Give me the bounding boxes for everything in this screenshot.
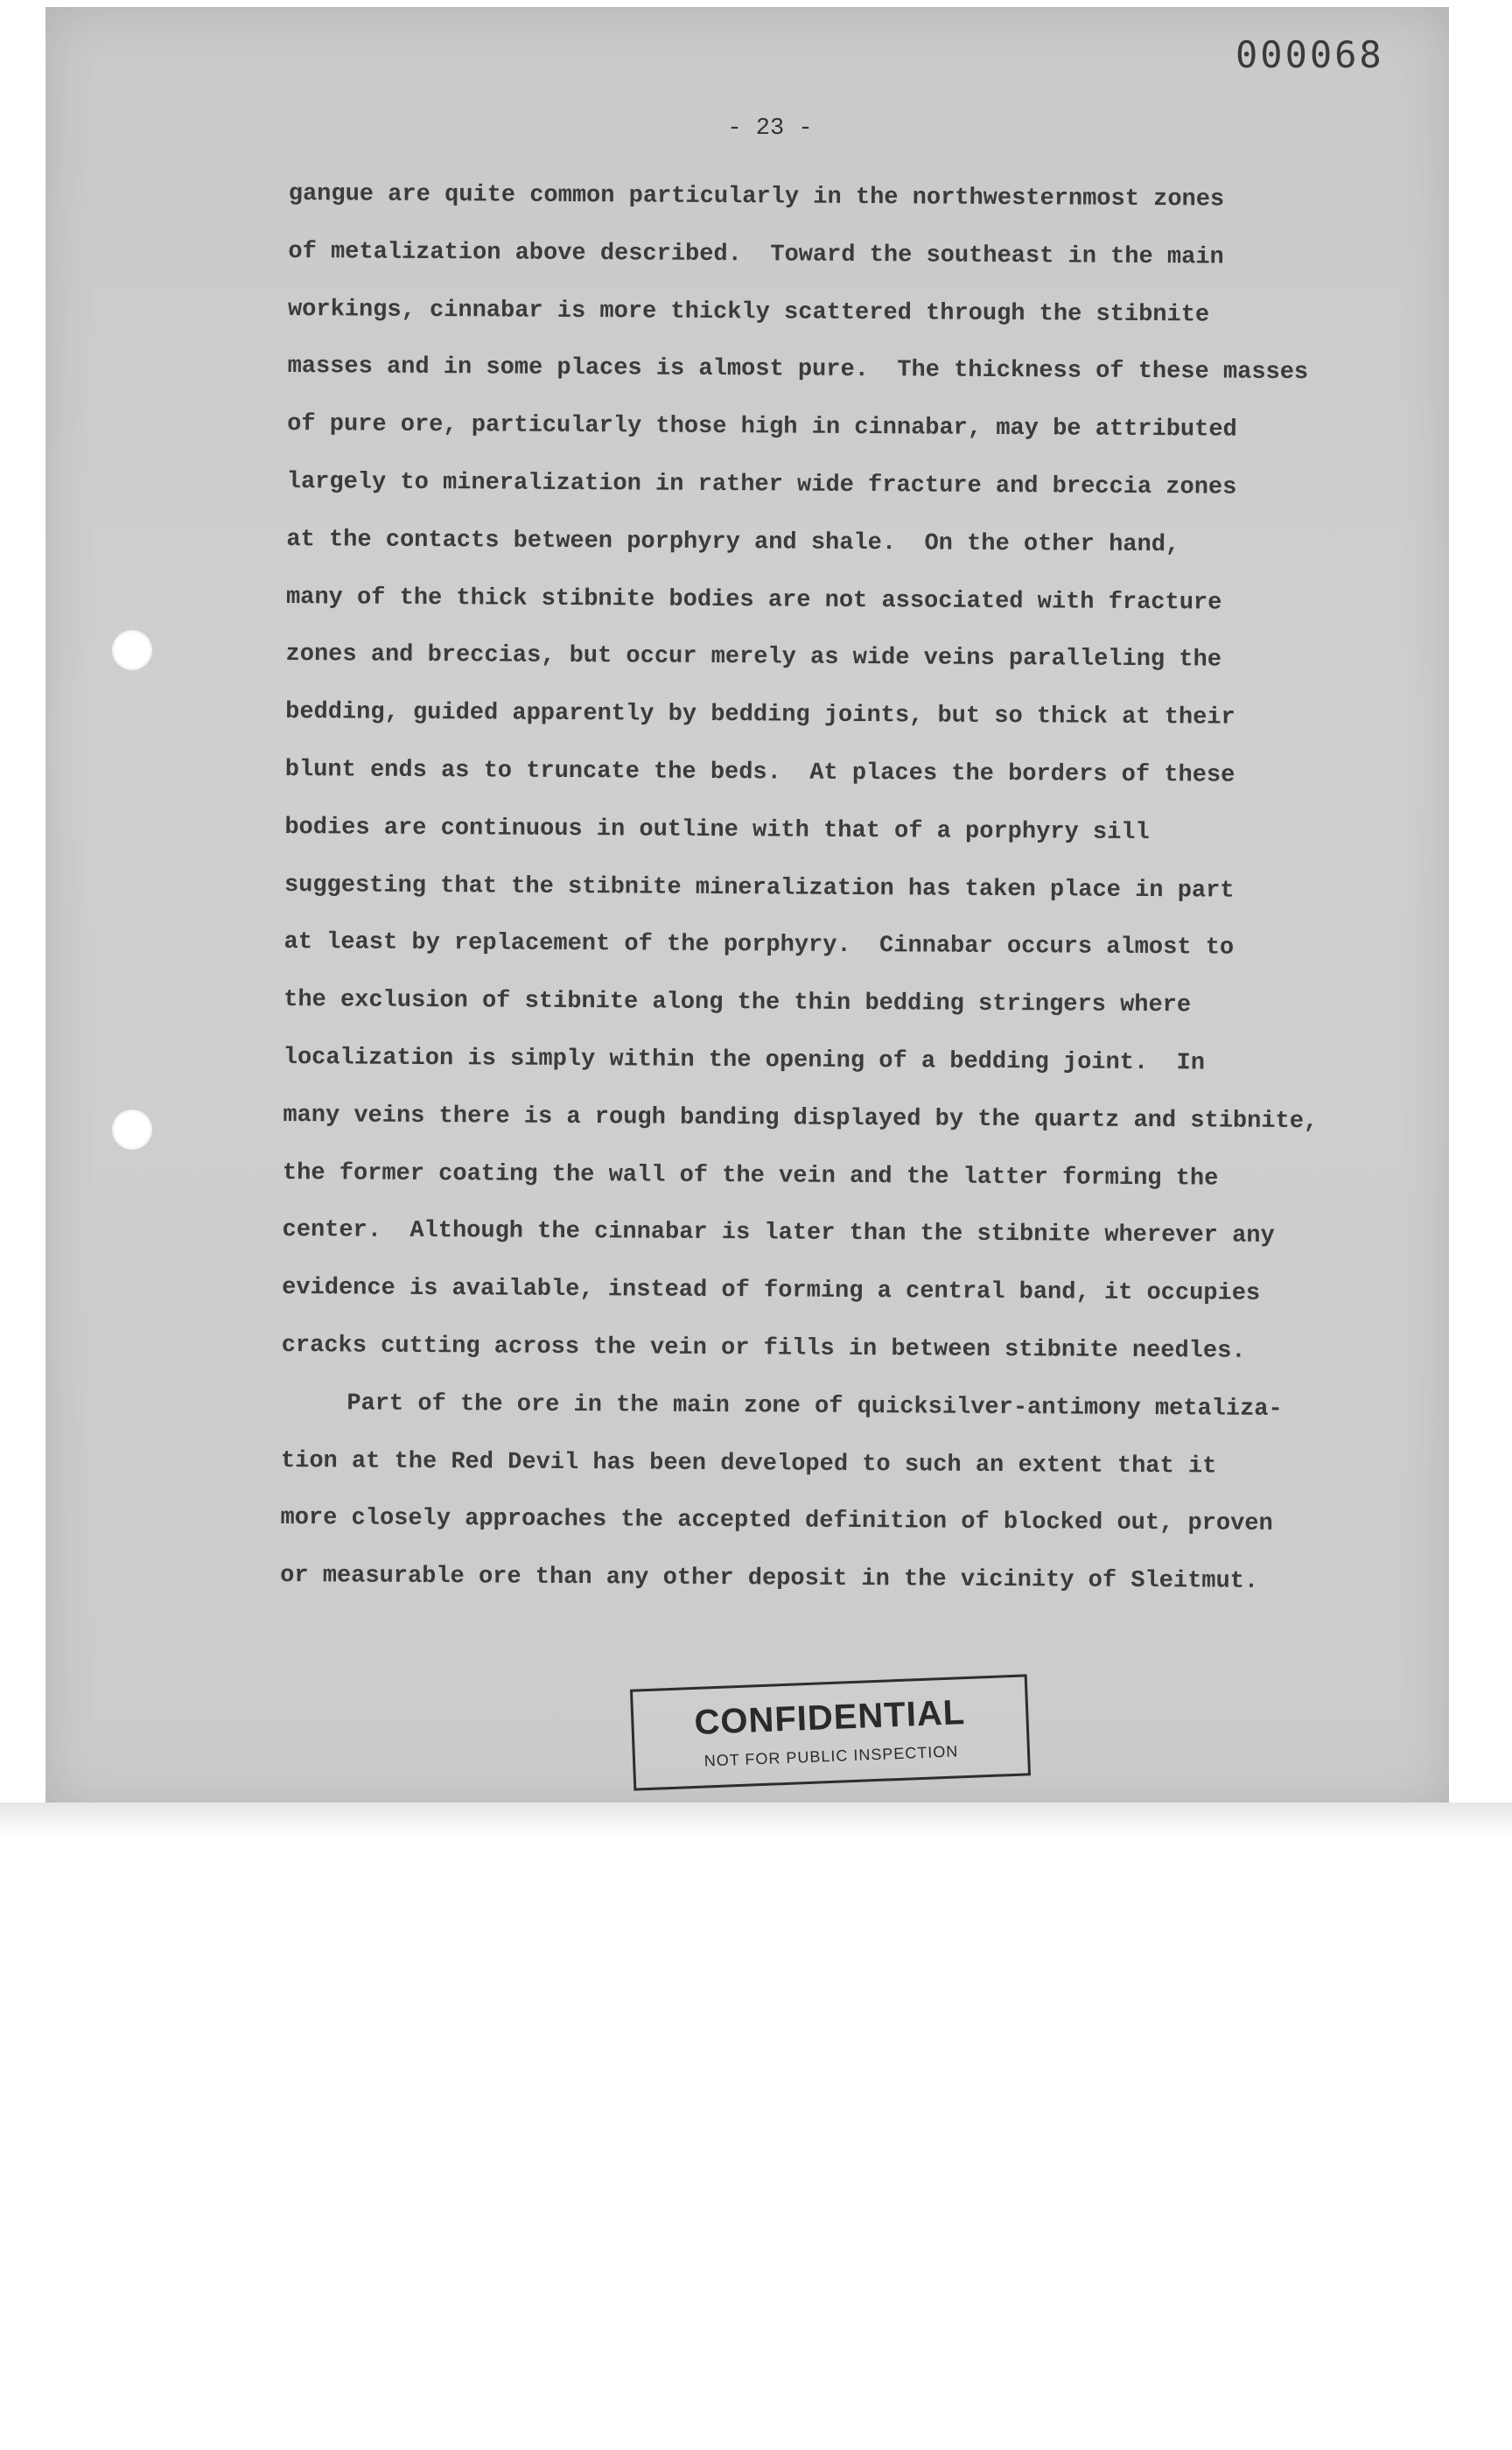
text-line: workings, cinnabar is more thickly scattered through the stibnite [287,296,1210,329]
text-line: gangue are quite common particularly in the northwesternmost zones [288,180,1225,214]
text-line: or measurable ore than any other deposit in the vicinity of Sleitmut. [280,1563,1259,1595]
page-number: - 23 - [727,116,813,142]
text-line: blunt ends as to truncate the beds. At places the borders of these [284,756,1236,789]
text-line: zones and breccias, but occur merely as wide veins paralleling the [285,641,1222,674]
text-line: bedding, guided apparently by bedding joints, but so thick at their [285,699,1236,732]
text-line: evidence is available, instead of forming a central band, it occupies [282,1275,1261,1307]
stamp-subtitle: NOT FOR PUBLIC INSPECTION [704,1742,959,1770]
body-text [280,166,1426,1613]
text-line: cracks cutting across the vein or fills in between stibnite needles. [281,1332,1246,1365]
text-line: many veins there is a rough banding displayed by the quartz and stibnite, [283,1102,1319,1135]
text-line: masses and in some places is almost pure. The thickness of these masses [287,354,1309,387]
text-line: Part of the ore in the main zone of quicksilver-antimony metaliza- [346,1390,1283,1423]
text-line: the former coating the wall of the vein and the latter forming the [282,1159,1219,1193]
text-line: at the contacts between porphyry and shale. On the other hand, [286,526,1180,559]
page-bottom-edge [0,1802,1512,1838]
text-line: suggesting that the stibnite mineralization has taken place in part [284,872,1235,905]
document-number: 000068 [1236,33,1384,76]
punch-hole [112,630,152,670]
text-line: more closely approaches the accepted definition of blocked out, proven [280,1505,1273,1538]
punch-hole [112,1110,152,1150]
text-line: many of the thick stibnite bodies are not associated with fracture [285,584,1222,617]
text-line: center. Although the cinnabar is later than the stibnite wherever any [282,1217,1275,1250]
stamp-title: CONFIDENTIAL [693,1693,966,1742]
text-line: largely to mineralization in rather wide fracture and breccia zones [286,468,1237,501]
confidential-stamp [630,1674,1031,1790]
text-line: bodies are continuous in outline with that of a porphyry sill [284,814,1150,846]
text-line: the exclusion of stibnite along the thin bedding stringers where [284,987,1192,1019]
text-line: tion at the Red Devil has been developed to such an extent that it [280,1447,1217,1480]
text-line: at least by replacement of the porphyry. Cinnabar occurs almost to [284,929,1235,962]
text-line: localization is simply within the opening of a bedding joint. In [283,1044,1206,1077]
text-line: of metalization above described. Toward the southeast in the main [288,238,1224,271]
text-line: of pure ore, particularly those high in cinnabar, may be attributed [287,411,1237,444]
